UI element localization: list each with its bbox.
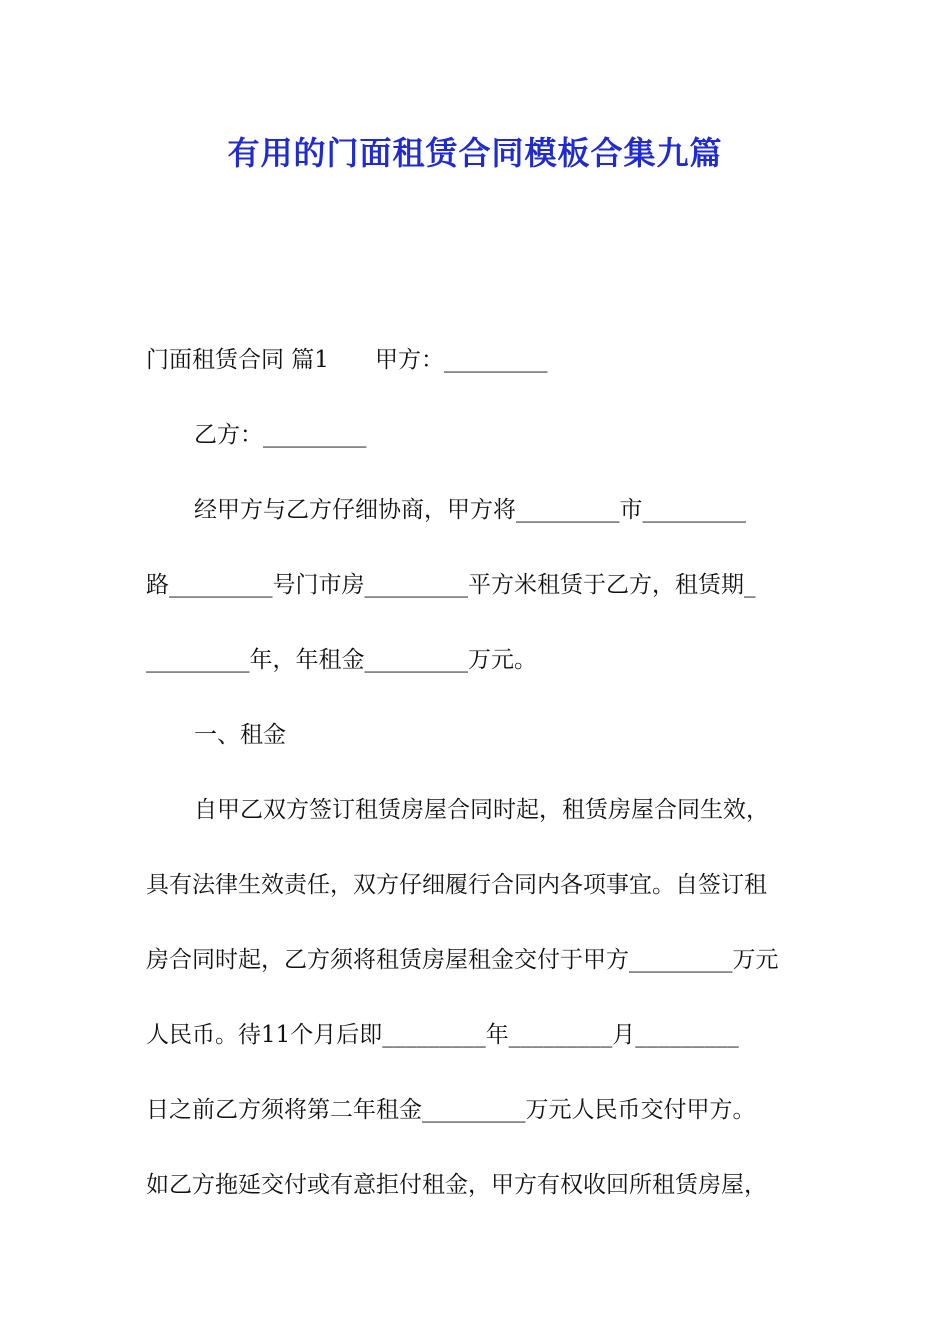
paragraph-line: 如乙方拖延交付或有意拒付租金，甲方有权收回所租赁房屋， [146,1172,767,1198]
clause-heading: 一、租金 [194,722,286,748]
section-heading-line [146,345,810,375]
paragraph-line: 具有法律生效责任，双方仔细履行合同内各项事宜。自签订租 [146,872,767,898]
section-heading: 门面租赁合同 篇1 [146,347,329,373]
paragraph-line: 房合同时起，乙方须将租赁房屋租金交付于甲方_________万元 [146,947,779,973]
paragraph-line: _________年，年租金_________万元。 [146,647,537,673]
paragraph-line: 经甲方与乙方仔细协商，甲方将_________市_________ [194,497,746,523]
paragraph-line: 路_________号门市房_________平方米租赁于乙方，租赁期_ [146,572,756,598]
document-title: 有用的门面租赁合同模板合集九篇 [227,134,723,172]
paragraph-line: 人民币。待11个月后即_________年_________月_________ [146,1022,739,1048]
paragraph-line: 自甲乙双方签订租赁房屋合同时起，租赁房屋合同生效， [194,797,769,823]
party-b-field: 乙方：_________ [194,422,367,448]
paragraph-line: 日之前乙方须将第二年租金_________万元人民币交付甲方。 [146,1097,756,1123]
party-a-field: 甲方：_________ [374,347,548,373]
